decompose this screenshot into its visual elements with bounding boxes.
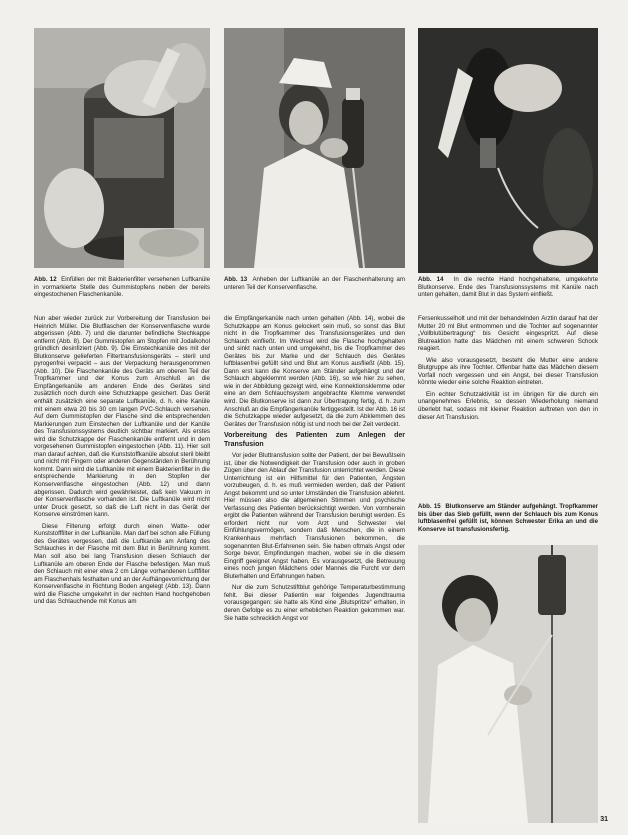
- caption-abb12: [34, 276, 210, 299]
- body-paragraph: Nur die zum Schutzstiftblut gehörige Temperaturbestimmung fehlt. Bei dieser Patientin war folgendes Jugendtrauma vorausgegangen: sie hatte als Kind eine „Blutspritze“ erhalten, in deren Gefolge es zu einer erheblichen Reaktion gekommen war. Sie hatte schrecklich Angst vor: [224, 584, 405, 622]
- caption-text: Einfüllen der mit Bakterienfilter versehenen Luftkanüle in vormarkierte Stelle des Gummistopfens neben der bereits eingestochenen Flaschenkanüle.: [34, 276, 211, 299]
- body-paragraph: Diese Filterung erfolgt durch einen Watte- oder Kunststofffilter in der Luftkanüle. Man darf bei schon alle Füllung des Gerätes vergessen, daß die Luftkanüle am Anfang des Schlauches in der Flasche mit dem Blut in Berührung kommt. Man soll also bei lang Transfusion diesen Schlauch der Luftkanüle am oberen Ende der Flasche befestigen. Man muß den Schlauch mit einer etwa 2 cm Länge vorhandenen Luftfilter am Flaschenhals festhalten und an der Aufhängevorrichtung der Konservenflasche in Richtung Boden angelegt (Abb. 13). Dann wird die Flasche umgekehrt in der rechten Hand hochgehoben und das Schlauchende mit Konus am: [34, 522, 210, 606]
- section-heading: Vorbereitung des Patienten zum Anlegen der Transfusion: [224, 432, 405, 448]
- caption-abb15: [418, 503, 598, 533]
- caption-text: Blutkonserve am Ständer aufgehängt. Tropfkammer bis über das Sieb gefüllt, wenn der Schlauch bis zum Konus luftblasenfrei gefüllt ist, können Schwester Erika an und die Konserve ist transfusionsfertig.: [418, 503, 599, 533]
- text-column-2: [224, 315, 405, 825]
- body-paragraph: die Empfängerkanüle nach unten gehalten (Abb. 14), wobei die Schutzkappe am Konus gelockert sein muß, so sonst das Blut nicht in die Tropfkammer des Transfusionsgerätes und den Schlauch einfließt. Im Wechsel wird die Flasche hochgehalten und sinkt nach unten und umgekehrt, bis die Tropfkammer des Gerätes bis zur Marke und der Schlauch des Gerätes luftblasenfrei gefüllt sind und Blut am Konus ausfließt (Abb. 15). Dann erst kann die Konserve am Ständer aufgehängt und der Schlauch abgeklemmt werden (Abb. 16), so wie hier zu sehen, wie in der Abbildung gezeigt wird, eine Konnektionsklemme oder eine an dem Schlauchsystem angebrachte Klemme verwendet wird. Die Blutkonserve ist dann zur Übertragung fertig, d. h. zum Anschluß an die Empfängerkanüle fertiggestellt. Ist der Abb. 16 ist die Schutzkappe wieder aufgesetzt, da die zum Abklemmen des Gerätes der Transfusion nötig ist und noch bei der Zeit verdeckt.: [224, 315, 405, 428]
- text-column-1: [34, 315, 210, 825]
- photo-abb12: [34, 28, 210, 268]
- caption-label: Abb. 15: [418, 503, 441, 510]
- body-paragraph: Vor jeder Bluttransfusion sollte der Patient, der bei Bewußtsein ist, über die Notwendigkeit der Transfusion oder auch in groben Zügen über den Ablauf der Transfusion unterrichtet werden. Diese Unterrichtung ist ein Hilfsmittel für den Patienten, Ängsten vorzubeugen, d. h. es muß vermieden werden, daß der Patient Angst bekommt und so unter Umständen die Transfusion ablehnt. Hier müssen also die allgemeinen Stimmen und psychische Verfassung des Patienten berücksichtigt werden. Von vornherein ergibt die Patienten während der Transfusion beruhigt werden. Es erfordert nicht nur vom Arzt und Schwester viel Einfühlungsvermögen, sondern daß Menschen, die in einem Krankenhaus mehrfach Transfusionen bekommen, die sogenannten Blut-Erfahrenen sein. Sie haben oftmals Angst oder Sorge bevor, Empfindungen machen, wobei sie in die diesem Eingriff geeignet Angst haben. Es vorausgesetzt, die Betreuung eines noch jungen Mädchens oder Mannes die Furcht vor dem Bluterhalten und Erfahrungen haben.: [224, 452, 405, 580]
- caption-abb14: [418, 276, 598, 299]
- caption-label: Abb. 14: [418, 276, 444, 283]
- page-number: 31: [600, 816, 608, 823]
- photo-abb13: [224, 28, 405, 268]
- caption-text: In die rechte Hand hochgehaltene, umgekehrte Blutkonserve. Ende des Transfusionssystems mit Kanüle nach unten gehalten, damit Blut in das System einfließt.: [418, 276, 598, 299]
- body-paragraph: Wie also vorausgesetzt, besteht die Mutter eine andere Blutgruppe als ihre Tochter. Offenbar hatte das Mädchen diesem Vorfall noch vergessen und ein Angst, bei dieser Transfusion könnte wieder eine solche Reaktion eintreten.: [418, 356, 598, 387]
- caption-label: Abb. 12: [34, 276, 57, 283]
- photo-abb14: [418, 28, 598, 273]
- text-column-3: [418, 315, 598, 500]
- photo-abb15: [418, 545, 598, 823]
- caption-text: Anheben der Luftkanüle an der Flaschenhalterung am unteren Teil der Konservenflasche.: [224, 276, 405, 291]
- body-paragraph: Fersenkusselholt und mit der behandelnden Ärztin darauf hat der Mutter 20 ml Blut entnommen und die Tochter auf sogenannter „Vollblutübertragung“ bis Gesicht eingespritzt. Auf diese Blutreaktion hatte das Mädchen mit einem schweren Schock reagiert.: [418, 315, 598, 353]
- body-paragraph: Ein echter Schutzaktivität ist im übrigen für die durch ein unangenehmes Erlebnis, so dessen Wiederholung niemand überlebt hat, sodass mit kleiner Reaktion auftreten von den in dieser Art Transfusion.: [418, 390, 598, 421]
- body-paragraph: Nun aber wieder zurück zur Vorbereitung der Transfusion bei Heinrich Müller. Die Blutflaschen der Konservenflasche wurde abgerissen (Abb. 7) und die darunter befindliche Stechkappe entfernt (Abb. 8). Der Gummistopfen am Stopfen mit Jodalkohol gründlich desinfiziert (Abb. 9). Die Einstechkanüle des mit der Blutkonserve gelieferten Filtertransfusionsgeräts – steril und pyrogenfrei verpackt – aus der Verpackung herausgenommen (Abb. 10). Die Flaschenkanüle des Geräts am oberen Teil der Tropfkammer und der Konus zum Anschluß an die Empfängerkanüle am anderen Ende des Gerätes sind zusätzlich noch durch eine Schutzkappe gesichert. Das Gerät enthält zusätzlich eine separate Luftkanüle, d. h. eine Kanüle mit einem etwa 20 bis 30 cm langen PVC-Schlauch versehen. Auf dem Gummistopfen der Flasche sind die entsprechenden Markierungen zum Einstechen der Luftkanüle und der Kanüle des Transfusionssystems deutlich sichtbar markiert. Als erstes wird die Schutzkappe der Flaschenkanüle entfernt und in dem vorgesehenen Gummistopfen eingestochen (Abb. 11). Hier soll man darauf achten, daß die Kunststoffkanüle absolut steril bleibt und nicht mit Fingern oder anderen Gegenständen in Berührung kommt. Dann wird die Luftkanüle mit einem Bakterienfilter in die entsprechende Markierung in den Stopfen der Konservenflasche eingestochen (Abb. 12) und dann abgerissen. Dadurch wird gewährleistet, daß kein Vakuum in der Konservenflasche vorhanden ist. Die Luftkanüle wird nicht unter Druck gesetzt, so daß die Luft nicht in das Gerät der Konserve einströmen kann.: [34, 315, 210, 519]
- caption-label: Abb. 13: [224, 276, 248, 283]
- caption-abb13: [224, 276, 405, 291]
